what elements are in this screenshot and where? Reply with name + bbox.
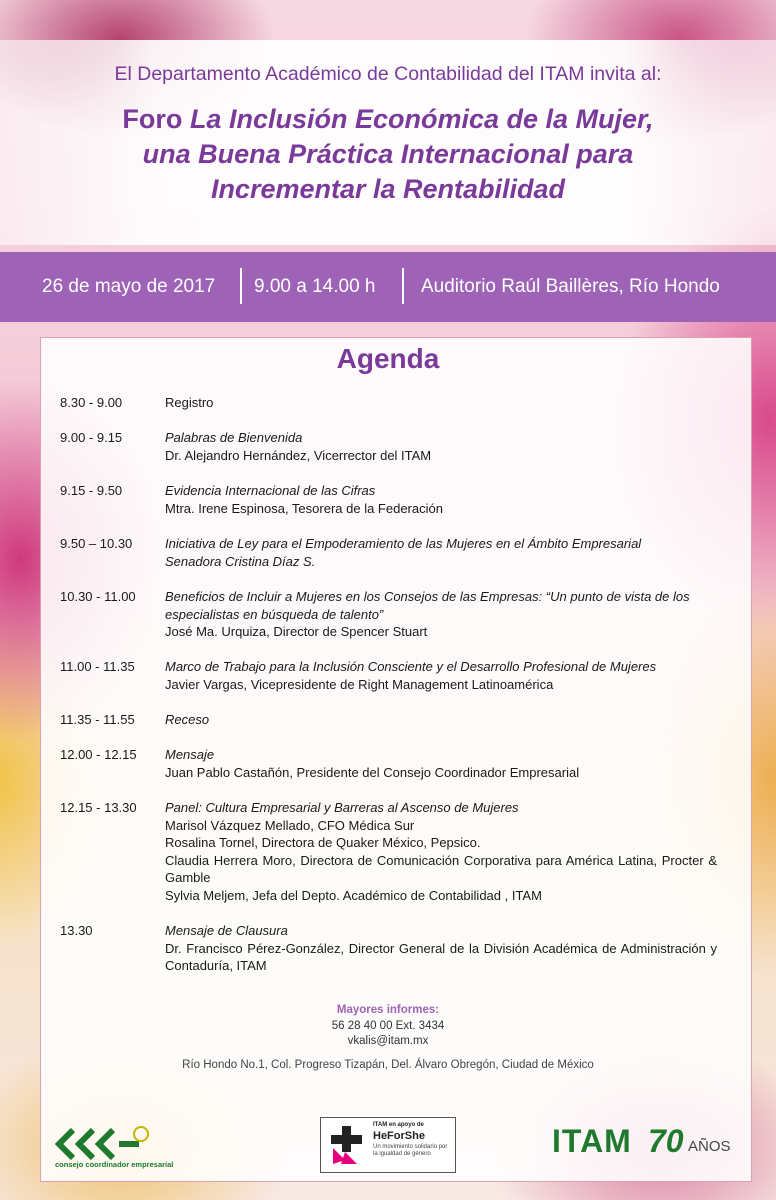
- heforshe-symbol-icon: [327, 1124, 367, 1166]
- title-line-1: La Inclusión Económica de la Mujer,: [189, 104, 654, 134]
- agenda-speaker: José Ma. Urquiza, Director de Spencer Stuart: [165, 624, 428, 639]
- contact-email: vkalis@itam.mx: [347, 1035, 429, 1047]
- agenda-description: [165, 482, 717, 517]
- agenda-description: [165, 588, 717, 641]
- heforshe-tagline: Un movimiento solidario por la igualdad de género: [373, 1144, 448, 1157]
- agenda-speaker: Dr. Alejandro Hernández, Vicerrector del ITAM: [165, 447, 432, 463]
- heforshe-logo: [320, 1117, 456, 1173]
- agenda-topic: Marco de Trabajo para la Inclusión Consciente y el Desarrollo Profesional de Mujeres: [165, 659, 657, 674]
- agenda-time: 11.35 - 11.55: [60, 712, 135, 727]
- agenda-topic: Mensaje: [165, 747, 215, 762]
- agenda-speaker: Rosalina Tornel, Directora de Quaker México, Pepsico.: [165, 835, 481, 850]
- agenda-topic: Evidencia Internacional de las Cifras: [165, 483, 376, 498]
- agenda-time: 13.30: [60, 923, 93, 938]
- title-prefix: Foro: [122, 104, 183, 134]
- agenda-topic: Beneficios de Incluir a Mujeres en los Consejos de las Empresas: “Un punto de vista de los especialistas en búsqueda de talento”: [165, 589, 690, 622]
- heforshe-brand: HeForShe: [373, 1130, 425, 1142]
- agenda-description: [165, 922, 717, 975]
- invite-line: El Departamento Académico de Contabilidad del ITAM invita al:: [114, 63, 662, 85]
- agenda-topic: Panel: Cultura Empresarial y Barreras al Ascenso de Mujeres: [165, 800, 519, 815]
- heforshe-support: ITAM en apoyo de: [373, 1122, 424, 1128]
- agenda-time: 8.30 - 9.00: [60, 395, 123, 410]
- agenda-topic: Palabras de Bienvenida: [165, 430, 303, 445]
- agenda-description: [165, 658, 717, 693]
- title-line-2: una Buena Práctica Internacional para: [142, 139, 634, 169]
- agenda-topic: Senadora Cristina Díaz S.: [165, 553, 316, 569]
- event-time: 9.00 a 14.00 h: [254, 276, 376, 297]
- agenda-description: [165, 711, 717, 729]
- agenda-time: 12.15 - 13.30: [60, 800, 137, 815]
- agenda-description: [165, 799, 717, 904]
- agenda-title: Agenda: [336, 343, 440, 374]
- agenda-speaker: Claudia Herrera Moro, Directora de Comunicación Corporativa para América Latina, Procter & Gamble: [165, 852, 717, 885]
- agenda-description: [165, 429, 717, 464]
- agenda-topic: Mensaje de Clausura: [165, 923, 288, 938]
- agenda-speaker: Mtra. Irene Espinosa, Tesorera de la Federación: [165, 500, 443, 516]
- event-place: Auditorio Raúl Baillères, Río Hondo: [421, 276, 720, 297]
- info-bar: [0, 252, 776, 322]
- agenda-description: [165, 535, 717, 570]
- agenda-speaker: Marisol Vázquez Mellado, CFO Médica Sur: [165, 817, 415, 833]
- agenda-time: 11.00 - 11.35: [60, 659, 135, 674]
- agenda-description: [165, 746, 717, 781]
- agenda-speaker: Registro: [165, 395, 214, 410]
- contact-address: Río Hondo No.1, Col. Progreso Tizapán, Del. Álvaro Obregón, Ciudad de México: [182, 1059, 594, 1071]
- agenda-time: 9.00 - 9.15: [60, 430, 123, 445]
- agenda-speaker: Sylvia Meljem, Jefa del Depto. Académico de Contabilidad , ITAM: [165, 887, 542, 903]
- divider: [402, 268, 404, 304]
- agenda-topic: Iniciativa de Ley para el Empoderamiento de las Mujeres en el Ámbito Empresarial: [165, 536, 642, 551]
- agenda-time: 12.00 - 12.15: [60, 747, 137, 762]
- agenda-description: [165, 394, 717, 412]
- itam-wordmark: ITAM: [552, 1123, 632, 1159]
- agenda-speaker: Javier Vargas, Vicepresidente de Right Management Latinoamérica: [165, 676, 554, 692]
- title-line-3: Incrementar la Rentabilidad: [210, 174, 566, 204]
- agenda-topic: Receso: [165, 712, 210, 727]
- event-date: 26 de mayo de 2017: [42, 276, 216, 297]
- agenda-speaker: Dr. Francisco Pérez-González, Director General de la División Académica de Administración y Contaduría, ITAM: [165, 940, 717, 973]
- forum-title: [0, 102, 776, 207]
- agenda-time: 9.50 – 10.30: [60, 536, 133, 551]
- agenda-time: 10.30 - 11.00: [60, 589, 136, 604]
- contact-heading: Mayores informes:: [336, 1004, 440, 1016]
- divider: [240, 268, 242, 304]
- itam-70: 70: [648, 1123, 684, 1159]
- contact-phone: 56 28 40 00 Ext. 3434: [331, 1020, 445, 1032]
- agenda-speaker: Juan Pablo Castañón, Presidente del Consejo Coordinador Empresarial: [165, 764, 580, 780]
- cce-caption: consejo coordinador empresarial: [55, 1160, 174, 1169]
- agenda-time: 9.15 - 9.50: [60, 483, 123, 498]
- itam-anos: AÑOS: [688, 1138, 731, 1155]
